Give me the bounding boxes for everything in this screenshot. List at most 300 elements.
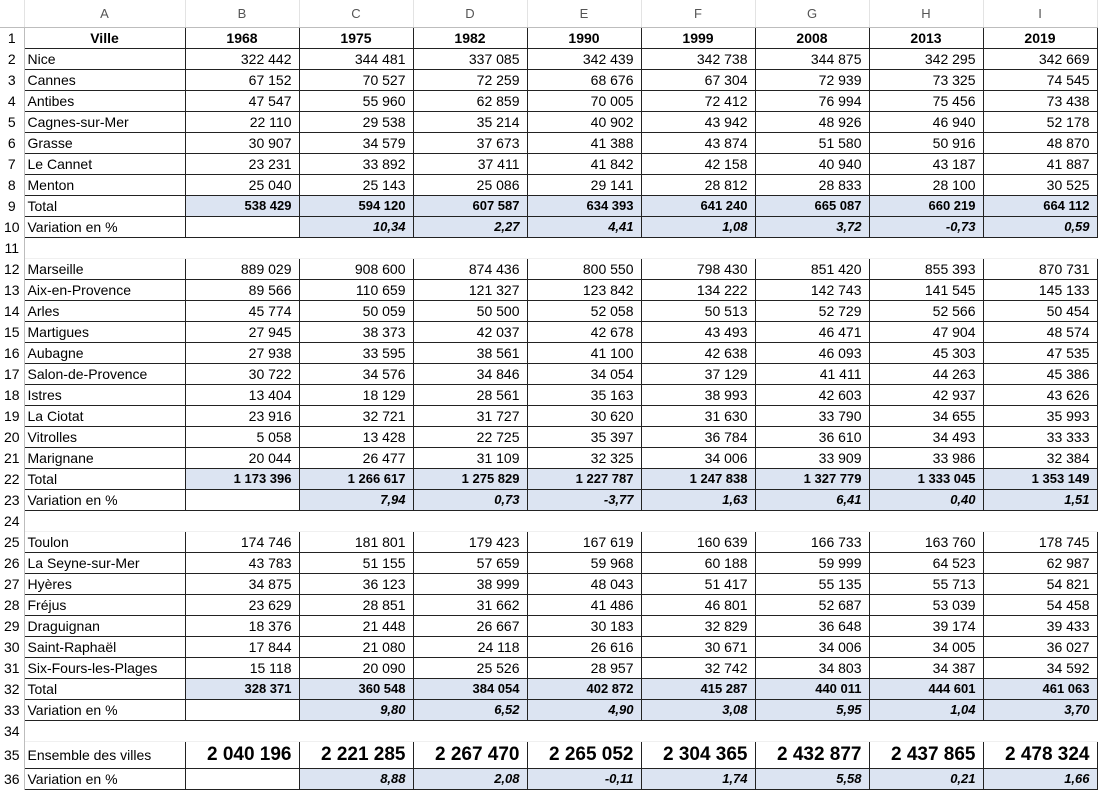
- row-header[interactable]: 20: [0, 426, 24, 447]
- value-cell[interactable]: [983, 510, 1097, 531]
- city-name-cell[interactable]: Marseille: [24, 258, 185, 279]
- value-cell[interactable]: 6,41: [755, 489, 869, 510]
- value-cell[interactable]: 60 188: [641, 552, 755, 573]
- column-header[interactable]: G: [755, 0, 869, 27]
- value-cell[interactable]: 440 011: [755, 678, 869, 699]
- value-cell[interactable]: 0,59: [983, 216, 1097, 237]
- city-name-cell[interactable]: Variation en %: [24, 768, 185, 789]
- value-cell[interactable]: 181 801: [299, 531, 413, 552]
- city-name-cell[interactable]: Fréjus: [24, 594, 185, 615]
- value-cell[interactable]: 1,04: [869, 699, 983, 720]
- row-header[interactable]: 3: [0, 69, 24, 90]
- row-header[interactable]: 24: [0, 510, 24, 531]
- value-cell[interactable]: [185, 768, 299, 789]
- value-cell[interactable]: 2 304 365: [641, 741, 755, 768]
- value-cell[interactable]: 110 659: [299, 279, 413, 300]
- header-cell-year[interactable]: 2008: [755, 27, 869, 48]
- value-cell[interactable]: 31 662: [413, 594, 527, 615]
- city-name-cell[interactable]: Ensemble des villes: [24, 741, 185, 768]
- value-cell[interactable]: 33 790: [755, 405, 869, 426]
- value-cell[interactable]: [299, 237, 413, 258]
- value-cell[interactable]: 855 393: [869, 258, 983, 279]
- value-cell[interactable]: 43 942: [641, 111, 755, 132]
- header-cell-year[interactable]: 2013: [869, 27, 983, 48]
- value-cell[interactable]: 402 872: [527, 678, 641, 699]
- value-cell[interactable]: 25 086: [413, 174, 527, 195]
- value-cell[interactable]: 34 054: [527, 363, 641, 384]
- value-cell[interactable]: [413, 510, 527, 531]
- city-name-cell[interactable]: Hyères: [24, 573, 185, 594]
- value-cell[interactable]: 43 626: [983, 384, 1097, 405]
- value-cell[interactable]: 4,41: [527, 216, 641, 237]
- value-cell[interactable]: 2 221 285: [299, 741, 413, 768]
- row-header[interactable]: 30: [0, 636, 24, 657]
- value-cell[interactable]: 2 267 470: [413, 741, 527, 768]
- value-cell[interactable]: 52 178: [983, 111, 1097, 132]
- value-cell[interactable]: [185, 216, 299, 237]
- value-cell[interactable]: 167 619: [527, 531, 641, 552]
- value-cell[interactable]: 34 579: [299, 132, 413, 153]
- value-cell[interactable]: 2 265 052: [527, 741, 641, 768]
- value-cell[interactable]: 0,40: [869, 489, 983, 510]
- city-name-cell[interactable]: [24, 720, 185, 741]
- header-cell-year[interactable]: 1982: [413, 27, 527, 48]
- value-cell[interactable]: 42 603: [755, 384, 869, 405]
- value-cell[interactable]: 1 227 787: [527, 468, 641, 489]
- value-cell[interactable]: 344 875: [755, 48, 869, 69]
- value-cell[interactable]: 0,21: [869, 768, 983, 789]
- value-cell[interactable]: 28 812: [641, 174, 755, 195]
- value-cell[interactable]: 38 993: [641, 384, 755, 405]
- value-cell[interactable]: 142 743: [755, 279, 869, 300]
- city-name-cell[interactable]: La Seyne-sur-Mer: [24, 552, 185, 573]
- value-cell[interactable]: 39 174: [869, 615, 983, 636]
- value-cell[interactable]: 28 833: [755, 174, 869, 195]
- value-cell[interactable]: 52 687: [755, 594, 869, 615]
- value-cell[interactable]: 41 486: [527, 594, 641, 615]
- value-cell[interactable]: 444 601: [869, 678, 983, 699]
- row-header[interactable]: 13: [0, 279, 24, 300]
- value-cell[interactable]: 32 384: [983, 447, 1097, 468]
- value-cell[interactable]: 1 327 779: [755, 468, 869, 489]
- city-name-cell[interactable]: [24, 237, 185, 258]
- value-cell[interactable]: 35 397: [527, 426, 641, 447]
- value-cell[interactable]: [185, 699, 299, 720]
- value-cell[interactable]: 54 821: [983, 573, 1097, 594]
- value-cell[interactable]: 0,73: [413, 489, 527, 510]
- value-cell[interactable]: 54 458: [983, 594, 1097, 615]
- row-header[interactable]: 5: [0, 111, 24, 132]
- value-cell[interactable]: 384 054: [413, 678, 527, 699]
- value-cell[interactable]: 46 801: [641, 594, 755, 615]
- value-cell[interactable]: 30 620: [527, 405, 641, 426]
- value-cell[interactable]: 55 135: [755, 573, 869, 594]
- value-cell[interactable]: 17 844: [185, 636, 299, 657]
- value-cell[interactable]: 40 940: [755, 153, 869, 174]
- value-cell[interactable]: 34 655: [869, 405, 983, 426]
- value-cell[interactable]: 33 986: [869, 447, 983, 468]
- city-name-cell[interactable]: Cannes: [24, 69, 185, 90]
- value-cell[interactable]: 28 100: [869, 174, 983, 195]
- value-cell[interactable]: 43 783: [185, 552, 299, 573]
- value-cell[interactable]: 889 029: [185, 258, 299, 279]
- value-cell[interactable]: 664 112: [983, 195, 1097, 216]
- value-cell[interactable]: 62 987: [983, 552, 1097, 573]
- value-cell[interactable]: 134 222: [641, 279, 755, 300]
- value-cell[interactable]: 3,08: [641, 699, 755, 720]
- column-header[interactable]: B: [185, 0, 299, 27]
- value-cell[interactable]: 870 731: [983, 258, 1097, 279]
- value-cell[interactable]: 72 412: [641, 90, 755, 111]
- value-cell[interactable]: [185, 489, 299, 510]
- value-cell[interactable]: 43 493: [641, 321, 755, 342]
- value-cell[interactable]: 52 058: [527, 300, 641, 321]
- value-cell[interactable]: -0,73: [869, 216, 983, 237]
- value-cell[interactable]: 51 580: [755, 132, 869, 153]
- value-cell[interactable]: 72 939: [755, 69, 869, 90]
- city-name-cell[interactable]: Aubagne: [24, 342, 185, 363]
- value-cell[interactable]: 76 994: [755, 90, 869, 111]
- value-cell[interactable]: 35 214: [413, 111, 527, 132]
- value-cell[interactable]: 25 143: [299, 174, 413, 195]
- select-all-corner[interactable]: [0, 0, 24, 27]
- value-cell[interactable]: 22 110: [185, 111, 299, 132]
- value-cell[interactable]: 160 639: [641, 531, 755, 552]
- value-cell[interactable]: 1 333 045: [869, 468, 983, 489]
- row-header[interactable]: 17: [0, 363, 24, 384]
- city-name-cell[interactable]: Total: [24, 195, 185, 216]
- city-name-cell[interactable]: Nice: [24, 48, 185, 69]
- value-cell[interactable]: 8,88: [299, 768, 413, 789]
- value-cell[interactable]: 46 093: [755, 342, 869, 363]
- value-cell[interactable]: 31 630: [641, 405, 755, 426]
- value-cell[interactable]: 28 851: [299, 594, 413, 615]
- value-cell[interactable]: [299, 720, 413, 741]
- value-cell[interactable]: 121 327: [413, 279, 527, 300]
- value-cell[interactable]: 50 513: [641, 300, 755, 321]
- value-cell[interactable]: 47 535: [983, 342, 1097, 363]
- value-cell[interactable]: 36 648: [755, 615, 869, 636]
- value-cell[interactable]: 20 090: [299, 657, 413, 678]
- value-cell[interactable]: [755, 720, 869, 741]
- value-cell[interactable]: 33 909: [755, 447, 869, 468]
- value-cell[interactable]: 1 247 838: [641, 468, 755, 489]
- value-cell[interactable]: [869, 720, 983, 741]
- value-cell[interactable]: 25 526: [413, 657, 527, 678]
- value-cell[interactable]: 538 429: [185, 195, 299, 216]
- header-cell-ville[interactable]: Ville: [24, 27, 185, 48]
- value-cell[interactable]: 5,58: [755, 768, 869, 789]
- value-cell[interactable]: 23 231: [185, 153, 299, 174]
- value-cell[interactable]: 48 574: [983, 321, 1097, 342]
- value-cell[interactable]: 2,08: [413, 768, 527, 789]
- row-header[interactable]: 28: [0, 594, 24, 615]
- value-cell[interactable]: 32 721: [299, 405, 413, 426]
- value-cell[interactable]: 35 993: [983, 405, 1097, 426]
- column-header[interactable]: F: [641, 0, 755, 27]
- header-cell-year[interactable]: 1990: [527, 27, 641, 48]
- value-cell[interactable]: 42 638: [641, 342, 755, 363]
- value-cell[interactable]: 36 784: [641, 426, 755, 447]
- value-cell[interactable]: 461 063: [983, 678, 1097, 699]
- value-cell[interactable]: 26 616: [527, 636, 641, 657]
- value-cell[interactable]: 52 729: [755, 300, 869, 321]
- row-header[interactable]: 7: [0, 153, 24, 174]
- value-cell[interactable]: 47 904: [869, 321, 983, 342]
- value-cell[interactable]: 45 386: [983, 363, 1097, 384]
- city-name-cell[interactable]: Total: [24, 468, 185, 489]
- value-cell[interactable]: 46 940: [869, 111, 983, 132]
- value-cell[interactable]: 18 376: [185, 615, 299, 636]
- value-cell[interactable]: 26 477: [299, 447, 413, 468]
- row-header[interactable]: 27: [0, 573, 24, 594]
- value-cell[interactable]: 31 109: [413, 447, 527, 468]
- value-cell[interactable]: 42 158: [641, 153, 755, 174]
- row-header[interactable]: 35: [0, 741, 24, 768]
- value-cell[interactable]: 41 887: [983, 153, 1097, 174]
- value-cell[interactable]: 32 742: [641, 657, 755, 678]
- value-cell[interactable]: [527, 237, 641, 258]
- value-cell[interactable]: 64 523: [869, 552, 983, 573]
- value-cell[interactable]: 34 006: [641, 447, 755, 468]
- value-cell[interactable]: 30 183: [527, 615, 641, 636]
- value-cell[interactable]: 28 561: [413, 384, 527, 405]
- value-cell[interactable]: [641, 720, 755, 741]
- value-cell[interactable]: 41 411: [755, 363, 869, 384]
- column-header[interactable]: C: [299, 0, 413, 27]
- value-cell[interactable]: 45 303: [869, 342, 983, 363]
- value-cell[interactable]: 5 058: [185, 426, 299, 447]
- header-cell-year[interactable]: 1999: [641, 27, 755, 48]
- value-cell[interactable]: 50 916: [869, 132, 983, 153]
- value-cell[interactable]: 5,95: [755, 699, 869, 720]
- value-cell[interactable]: 328 371: [185, 678, 299, 699]
- city-name-cell[interactable]: Salon-de-Provence: [24, 363, 185, 384]
- city-name-cell[interactable]: [24, 510, 185, 531]
- value-cell[interactable]: [983, 237, 1097, 258]
- value-cell[interactable]: 798 430: [641, 258, 755, 279]
- city-name-cell[interactable]: Martigues: [24, 321, 185, 342]
- value-cell[interactable]: 178 745: [983, 531, 1097, 552]
- row-header[interactable]: 18: [0, 384, 24, 405]
- value-cell[interactable]: 4,90: [527, 699, 641, 720]
- value-cell[interactable]: 163 760: [869, 531, 983, 552]
- value-cell[interactable]: 42 678: [527, 321, 641, 342]
- value-cell[interactable]: 24 118: [413, 636, 527, 657]
- value-cell[interactable]: 30 722: [185, 363, 299, 384]
- value-cell[interactable]: 32 829: [641, 615, 755, 636]
- value-cell[interactable]: 30 525: [983, 174, 1097, 195]
- value-cell[interactable]: 53 039: [869, 594, 983, 615]
- value-cell[interactable]: 322 442: [185, 48, 299, 69]
- value-cell[interactable]: 27 945: [185, 321, 299, 342]
- value-cell[interactable]: 48 926: [755, 111, 869, 132]
- row-header[interactable]: 34: [0, 720, 24, 741]
- value-cell[interactable]: 34 387: [869, 657, 983, 678]
- value-cell[interactable]: 42 037: [413, 321, 527, 342]
- value-cell[interactable]: 851 420: [755, 258, 869, 279]
- value-cell[interactable]: 337 085: [413, 48, 527, 69]
- row-header[interactable]: 12: [0, 258, 24, 279]
- value-cell[interactable]: 1 266 617: [299, 468, 413, 489]
- value-cell[interactable]: 665 087: [755, 195, 869, 216]
- value-cell[interactable]: 342 295: [869, 48, 983, 69]
- city-name-cell[interactable]: Antibes: [24, 90, 185, 111]
- value-cell[interactable]: 1 353 149: [983, 468, 1097, 489]
- city-name-cell[interactable]: Marignane: [24, 447, 185, 468]
- row-header[interactable]: 22: [0, 468, 24, 489]
- value-cell[interactable]: 41 388: [527, 132, 641, 153]
- value-cell[interactable]: 13 428: [299, 426, 413, 447]
- value-cell[interactable]: 31 727: [413, 405, 527, 426]
- value-cell[interactable]: 908 600: [299, 258, 413, 279]
- city-name-cell[interactable]: Le Cannet: [24, 153, 185, 174]
- column-header[interactable]: I: [983, 0, 1097, 27]
- value-cell[interactable]: [413, 237, 527, 258]
- value-cell[interactable]: 10,34: [299, 216, 413, 237]
- column-header[interactable]: D: [413, 0, 527, 27]
- city-name-cell[interactable]: Cagnes-sur-Mer: [24, 111, 185, 132]
- value-cell[interactable]: 21 080: [299, 636, 413, 657]
- value-cell[interactable]: 2 437 865: [869, 741, 983, 768]
- value-cell[interactable]: [755, 237, 869, 258]
- city-name-cell[interactable]: Six-Fours-les-Plages: [24, 657, 185, 678]
- value-cell[interactable]: 13 404: [185, 384, 299, 405]
- value-cell[interactable]: [869, 510, 983, 531]
- row-header[interactable]: 21: [0, 447, 24, 468]
- value-cell[interactable]: 36 123: [299, 573, 413, 594]
- city-name-cell[interactable]: Variation en %: [24, 699, 185, 720]
- value-cell[interactable]: 74 545: [983, 69, 1097, 90]
- value-cell[interactable]: 34 493: [869, 426, 983, 447]
- value-cell[interactable]: 34 846: [413, 363, 527, 384]
- header-cell-year[interactable]: 1968: [185, 27, 299, 48]
- value-cell[interactable]: 29 538: [299, 111, 413, 132]
- value-cell[interactable]: 874 436: [413, 258, 527, 279]
- value-cell[interactable]: 28 957: [527, 657, 641, 678]
- value-cell[interactable]: 50 454: [983, 300, 1097, 321]
- value-cell[interactable]: 48 043: [527, 573, 641, 594]
- value-cell[interactable]: 27 938: [185, 342, 299, 363]
- value-cell[interactable]: 7,94: [299, 489, 413, 510]
- value-cell[interactable]: 57 659: [413, 552, 527, 573]
- row-header[interactable]: 36: [0, 768, 24, 789]
- value-cell[interactable]: 42 937: [869, 384, 983, 405]
- header-cell-year[interactable]: 1975: [299, 27, 413, 48]
- value-cell[interactable]: 36 027: [983, 636, 1097, 657]
- value-cell[interactable]: [641, 510, 755, 531]
- city-name-cell[interactable]: Istres: [24, 384, 185, 405]
- value-cell[interactable]: 3,72: [755, 216, 869, 237]
- value-cell[interactable]: 33 892: [299, 153, 413, 174]
- value-cell[interactable]: 415 287: [641, 678, 755, 699]
- value-cell[interactable]: 18 129: [299, 384, 413, 405]
- value-cell[interactable]: [185, 510, 299, 531]
- value-cell[interactable]: 360 548: [299, 678, 413, 699]
- value-cell[interactable]: 48 870: [983, 132, 1097, 153]
- value-cell[interactable]: 123 842: [527, 279, 641, 300]
- row-header[interactable]: 10: [0, 216, 24, 237]
- value-cell[interactable]: [869, 237, 983, 258]
- value-cell[interactable]: 89 566: [185, 279, 299, 300]
- value-cell[interactable]: 1,66: [983, 768, 1097, 789]
- row-header[interactable]: 15: [0, 321, 24, 342]
- value-cell[interactable]: 36 610: [755, 426, 869, 447]
- city-name-cell[interactable]: Variation en %: [24, 489, 185, 510]
- value-cell[interactable]: 51 417: [641, 573, 755, 594]
- value-cell[interactable]: 55 960: [299, 90, 413, 111]
- value-cell[interactable]: [185, 237, 299, 258]
- value-cell[interactable]: 34 875: [185, 573, 299, 594]
- value-cell[interactable]: 2 040 196: [185, 741, 299, 768]
- value-cell[interactable]: 30 671: [641, 636, 755, 657]
- value-cell[interactable]: 2 478 324: [983, 741, 1097, 768]
- value-cell[interactable]: -3,77: [527, 489, 641, 510]
- value-cell[interactable]: 344 481: [299, 48, 413, 69]
- value-cell[interactable]: 35 163: [527, 384, 641, 405]
- header-cell-year[interactable]: 2019: [983, 27, 1097, 48]
- value-cell[interactable]: 342 439: [527, 48, 641, 69]
- column-header[interactable]: H: [869, 0, 983, 27]
- value-cell[interactable]: 38 373: [299, 321, 413, 342]
- value-cell[interactable]: 21 448: [299, 615, 413, 636]
- value-cell[interactable]: [299, 510, 413, 531]
- value-cell[interactable]: 73 325: [869, 69, 983, 90]
- value-cell[interactable]: 660 219: [869, 195, 983, 216]
- value-cell[interactable]: 50 059: [299, 300, 413, 321]
- value-cell[interactable]: 174 746: [185, 531, 299, 552]
- city-name-cell[interactable]: Toulon: [24, 531, 185, 552]
- value-cell[interactable]: 34 576: [299, 363, 413, 384]
- value-cell[interactable]: -0,11: [527, 768, 641, 789]
- city-name-cell[interactable]: Menton: [24, 174, 185, 195]
- value-cell[interactable]: 43 187: [869, 153, 983, 174]
- value-cell[interactable]: [413, 720, 527, 741]
- value-cell[interactable]: [527, 510, 641, 531]
- value-cell[interactable]: 342 738: [641, 48, 755, 69]
- column-header[interactable]: E: [527, 0, 641, 27]
- value-cell[interactable]: 9,80: [299, 699, 413, 720]
- value-cell[interactable]: 2 432 877: [755, 741, 869, 768]
- value-cell[interactable]: 34 006: [755, 636, 869, 657]
- value-cell[interactable]: 68 676: [527, 69, 641, 90]
- value-cell[interactable]: 1,51: [983, 489, 1097, 510]
- value-cell[interactable]: [527, 720, 641, 741]
- city-name-cell[interactable]: La Ciotat: [24, 405, 185, 426]
- city-name-cell[interactable]: Saint-Raphaël: [24, 636, 185, 657]
- value-cell[interactable]: 59 999: [755, 552, 869, 573]
- value-cell[interactable]: 32 325: [527, 447, 641, 468]
- value-cell[interactable]: 33 595: [299, 342, 413, 363]
- value-cell[interactable]: 1 173 396: [185, 468, 299, 489]
- column-header[interactable]: A: [24, 0, 185, 27]
- city-name-cell[interactable]: Total: [24, 678, 185, 699]
- value-cell[interactable]: 51 155: [299, 552, 413, 573]
- row-header[interactable]: 26: [0, 552, 24, 573]
- row-header[interactable]: 1: [0, 27, 24, 48]
- city-name-cell[interactable]: Draguignan: [24, 615, 185, 636]
- city-name-cell[interactable]: Variation en %: [24, 216, 185, 237]
- value-cell[interactable]: 23 629: [185, 594, 299, 615]
- value-cell[interactable]: [755, 510, 869, 531]
- row-header[interactable]: 4: [0, 90, 24, 111]
- value-cell[interactable]: 33 333: [983, 426, 1097, 447]
- city-name-cell[interactable]: Vitrolles: [24, 426, 185, 447]
- value-cell[interactable]: [641, 237, 755, 258]
- row-header[interactable]: 9: [0, 195, 24, 216]
- value-cell[interactable]: 46 471: [755, 321, 869, 342]
- row-header[interactable]: 14: [0, 300, 24, 321]
